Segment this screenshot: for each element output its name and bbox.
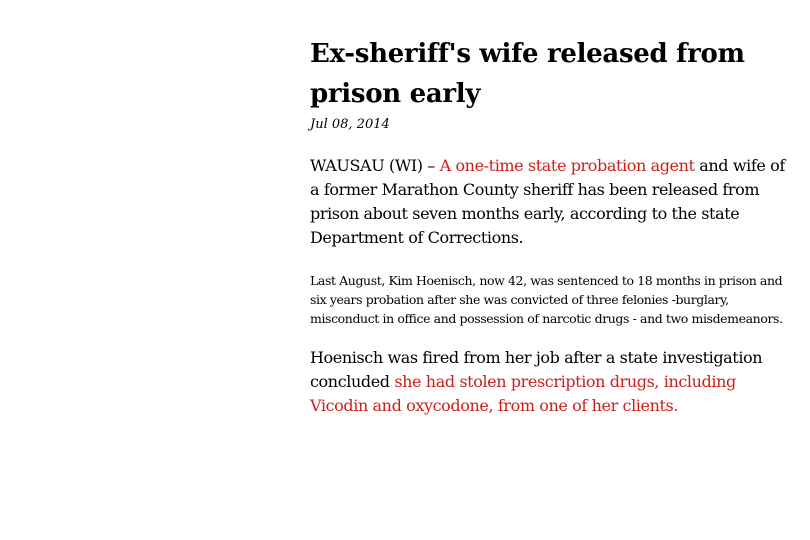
- article-date: Jul 08, 2014: [310, 117, 390, 132]
- paragraph-investigation-highlight: she had stolen prescription drugs, including Vicodin and oxycodone, from one of her clients.: [310, 372, 736, 415]
- article: [310, 34, 790, 418]
- paragraph-lead-prefix: WAUSAU (WI) –: [310, 156, 440, 175]
- paragraph-sentence-details: Last August, Kim Hoenisch, now 42, was sentenced to 18 months in prison and six years probation after she was convicted of three felonies -burglary, misconduct in office and possession of narcotic drugs - and two misdemeanors.: [310, 273, 783, 326]
- paragraph-lead-highlight: A one-time state probation agent: [439, 156, 695, 175]
- paragraph-investigation-prefix: Hoenisch was fired from her job after a state investigation concluded: [310, 348, 763, 391]
- paragraph-lead-rest: and wife of a former Marathon County sheriff has been released from prison about seven months early, according to the state Department of Corrections.: [310, 156, 785, 247]
- paragraph-investigation: [310, 346, 785, 418]
- paragraph-lead: [310, 154, 785, 250]
- article-headline: Ex-sheriff's wife released from prison early: [310, 39, 745, 109]
